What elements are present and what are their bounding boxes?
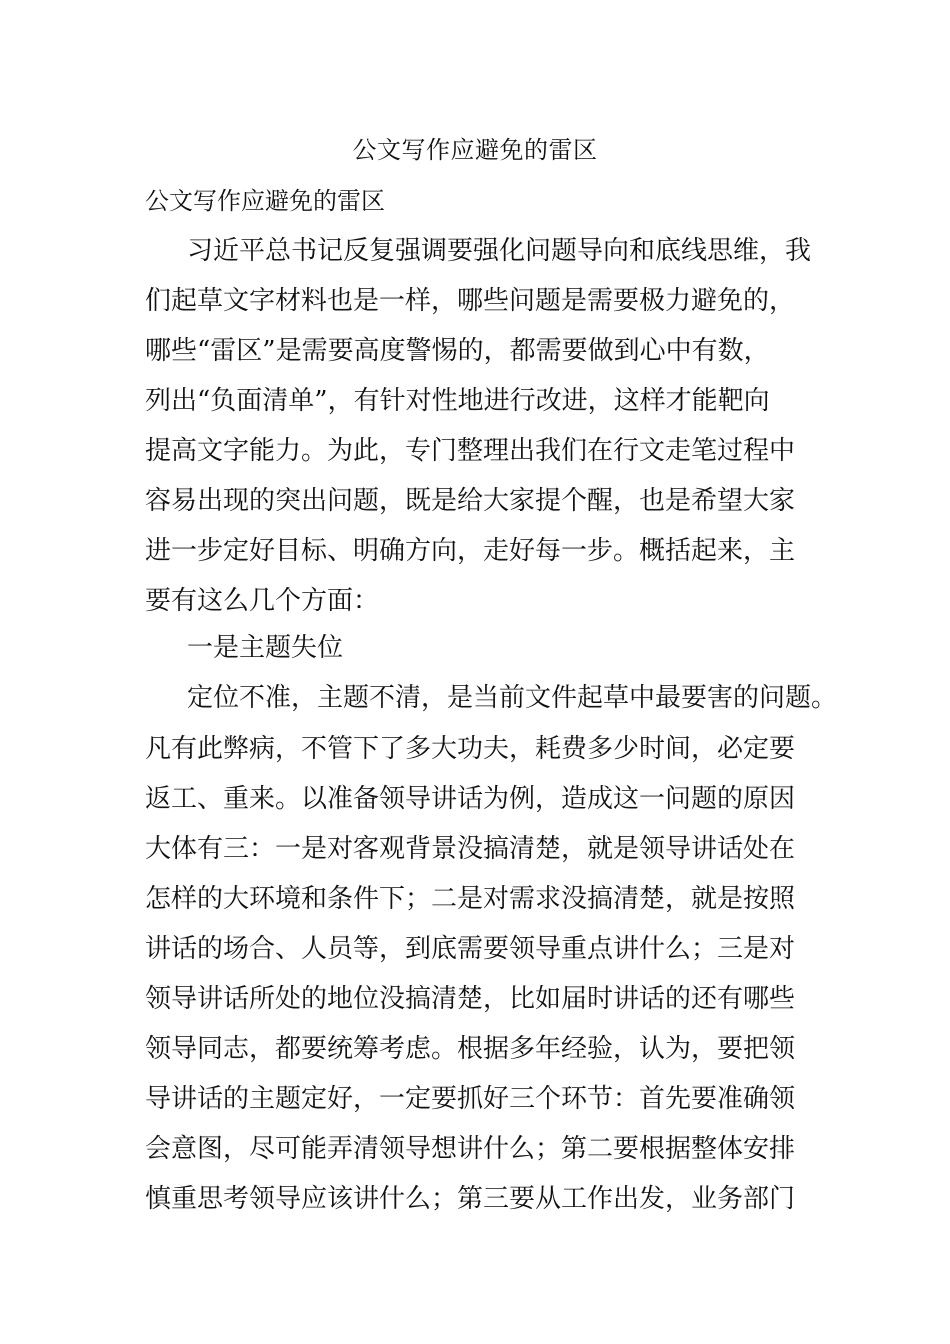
text-line: 导讲话的主题定好，一定要抓好三个环节：首先要准确领 [145, 1084, 796, 1114]
text-line: 怎样的大环境和条件下；二是对需求没搞清楚，就是按照 [145, 884, 796, 914]
text-line: 要有这么几个方面： [145, 586, 380, 616]
text-line: 容易出现的突出问题，既是给大家提个醒，也是希望大家 [145, 486, 796, 516]
text-line: 定位不准，主题不清，是当前文件起草中最要害的问题。 [187, 683, 838, 713]
document-subtitle: 公文写作应避免的雷区 [145, 187, 385, 215]
section-heading: 一是主题失位 [187, 633, 344, 663]
text-line: 凡有此弊病，不管下了多大功夫，耗费多少时间，必定要 [145, 734, 796, 764]
text-line: 返工、重来。以准备领导讲话为例，造成这一问题的原因 [145, 784, 796, 814]
text-line: 领导同志，都要统筹考虑。根据多年经验，认为，要把领 [145, 1034, 796, 1064]
text-line: 哪些“雷区”是需要高度警惕的，都需要做到心中有数， [145, 336, 770, 366]
document-title: 公文写作应避免的雷区 [352, 136, 598, 164]
text-line: 习近平总书记反复强调要强化问题导向和底线思维，我 [187, 236, 812, 266]
text-line: 领导讲话所处的地位没搞清楚，比如届时讲话的还有哪些 [145, 984, 796, 1014]
text-line: 讲话的场合、人员等，到底需要领导重点讲什么；三是对 [145, 934, 796, 964]
text-line: 列出“负面清单”，有针对性地进行改进，这样才能靶向 [145, 386, 770, 416]
text-line: 提高文字能力。为此，专门整理出我们在行文走笔过程中 [145, 436, 796, 466]
text-line: 大体有三：一是对客观背景没搞清楚，就是领导讲话处在 [145, 834, 796, 864]
text-line: 会意图，尽可能弄清领导想讲什么；第二要根据整体安排 [145, 1134, 796, 1164]
text-line: 们起草文字材料也是一样，哪些问题是需要极力避免的， [145, 286, 796, 316]
text-line: 慎重思考领导应该讲什么；第三要从工作出发，业务部门 [145, 1184, 796, 1214]
text-line: 进一步定好目标、明确方向，走好每一步。概括起来，主 [145, 536, 796, 566]
